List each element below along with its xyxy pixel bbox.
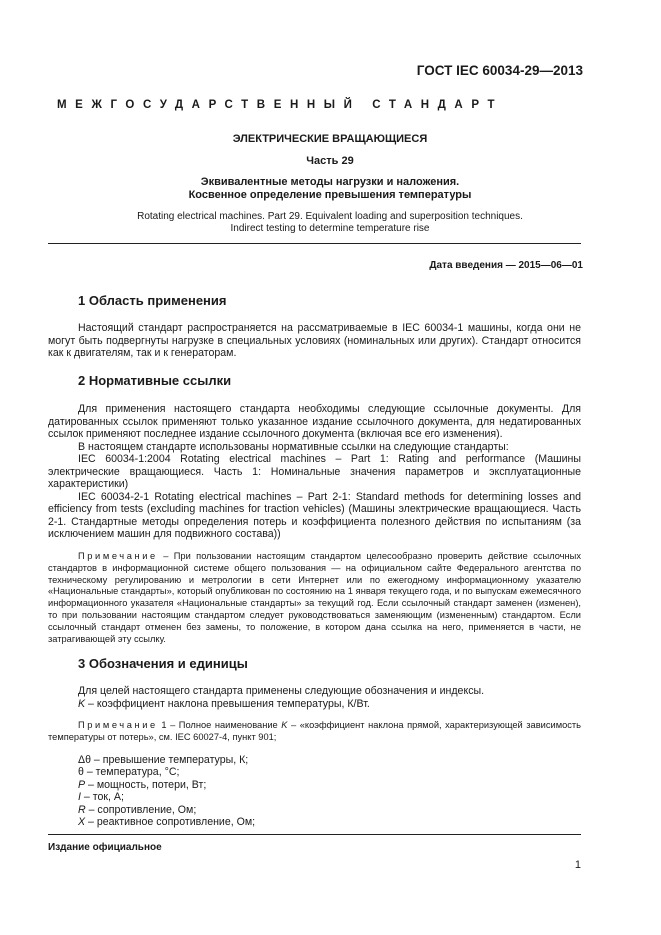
symbol-item <box>78 766 255 778</box>
section-3-paragraph-1-text: Для целей настоящего стандарта применены следующие обозначения и индексы. <box>78 685 485 697</box>
symbol-k-definition: – коэффициент наклона превышения температуры, К/Вт. <box>85 697 370 710</box>
section-2-note <box>48 551 581 645</box>
section-3-note-symbol-k: K <box>281 720 288 730</box>
symbol-list <box>78 754 255 828</box>
symbol-name: Δθ <box>78 754 91 766</box>
section-2-paragraph-1-text: Для применения настоящего стандарта необходимы следующие ссылочные документы. Для датированных ссылок применяют только указанное издание ссылочного документа, для недатированных ссылок применяют последнее издание ссылочного документа (включая все его изменения). <box>48 403 581 440</box>
symbol-definition: – реактивное сопротивление, Ом; <box>85 816 256 829</box>
section-2-paragraph-1 <box>48 403 581 441</box>
section-3-note-text-a: 1 – Полное наименование <box>157 720 282 730</box>
symbol-name: X <box>78 816 86 829</box>
section-2-paragraph-2 <box>48 441 581 454</box>
section-2-note-text: – При пользовании настоящим стандартом целесообразно проверить действие ссылочных стандартов в информационной системе общего пользования — на официальном сайте Федерального агентства по техническому регулированию и метрологии в сети Интернет или по ежегодному информационному указателю «Национальные стандарты», который опубликован по состоянию на 1 января текущего года, и по выпускам ежемесячного информационного указателя «Национальные стандарты» за текущий год. Если ссылочный стандарт заменен (изменен), то при пользовании настоящим стандартом следует руководствоваться заменяющим (измененным) стандартом. Если ссылочный стандарт отменен без замены, то положение, в котором дана ссылка на него, применяется в части, не затрагивающей эту ссылку. <box>48 551 581 644</box>
interstate-standard-label: МЕЖГОСУДАРСТВЕННЫЙ СТАНДАРТ <box>57 99 504 111</box>
section-3-intro <box>48 685 581 710</box>
edition-label: Издание официальное <box>48 842 162 853</box>
symbol-item <box>78 816 255 828</box>
symbol-name: R <box>78 803 86 816</box>
standard-number: ГОСТ IEC 60034-29—2013 <box>416 63 583 78</box>
page-number: 1 <box>574 859 581 871</box>
symbol-name: I <box>78 791 81 804</box>
section-3-note-text-b: – «коэффициент наклона прямой, характеризующей зависимость температуры от потерь», см. IEC 60027-4, пункт 901; <box>48 720 582 742</box>
title-english-line1: Rotating electrical machines. Part 29. Equivalent loading and superposition techniques. <box>137 211 523 222</box>
footer-divider <box>48 834 581 835</box>
section-1-text-content: Настоящий стандарт распространяется на рассматриваемые в IEC 60034-1 машины, когда они не могут быть подвергнуты нагрузке в специальных условиях (номинальных или других). Стандарт относится как к двигателям, так и к генераторам. <box>48 322 581 359</box>
title-subtitle-line2: Косвенное определение превышения температуры <box>188 189 472 201</box>
section-2-reference-1-text: IEC 60034-1:2004 Rotating electrical machines – Part 1: Rating and performance (Машины электрические вращающиеся. Часть 1: Номинальные значения параметров и эксплуатационные характеристики) <box>48 453 581 490</box>
symbol-definition: – ток, А; <box>80 791 124 804</box>
symbol-definition: – сопротивление, Ом; <box>85 803 197 816</box>
section-2-body <box>48 403 581 541</box>
section-1-text <box>48 322 581 360</box>
symbol-item <box>78 804 255 816</box>
section-2-paragraph-2-text: В настоящем стандарте использованы нормативные ссылки на следующие стандарты: <box>78 440 509 453</box>
symbol-name: P <box>78 778 86 791</box>
symbol-definition: – превышение температуры, К; <box>90 754 249 766</box>
title-subtitle-line1: Эквивалентные методы нагрузки и наложения. <box>200 176 460 188</box>
section-2-reference-2-text: IEC 60034-2-1 Rotating electrical machines – Part 2-1: Standard methods for determining losses and efficiency from tests (excluding machines for traction vehicles) (Машины электрические вращающиеся. Часть 2-1. Стандартные методы определения потерь и коэффициента полезного действия по испытаниям (за исключением машин для подвижного состава)) <box>48 490 581 540</box>
section-2-note-label: Примечание <box>78 551 158 561</box>
symbol-item <box>78 754 255 766</box>
section-2-reference-1 <box>48 453 581 491</box>
title-main: ЭЛЕКТРИЧЕСКИЕ ВРАЩАЮЩИЕСЯ <box>232 133 428 145</box>
section-3-k-definition <box>48 698 581 711</box>
section-2-reference-2 <box>48 491 581 541</box>
symbol-k: K <box>78 697 86 710</box>
symbol-definition: – температура, °С; <box>83 766 180 779</box>
symbol-name: θ <box>78 766 84 779</box>
section-2-heading: 2 Нормативные ссылки <box>78 373 232 388</box>
intro-date: Дата введения — 2015—06—01 <box>429 260 583 271</box>
section-3-paragraph-1 <box>48 685 581 698</box>
section-3-heading: 3 Обозначения и единицы <box>78 656 248 671</box>
title-part: Часть 29 <box>306 155 354 167</box>
title-divider <box>48 243 581 244</box>
symbol-item <box>78 779 255 791</box>
section-3-note-label: Примечание <box>78 720 158 730</box>
section-3-note <box>48 720 581 744</box>
section-1-heading: 1 Область применения <box>78 293 227 308</box>
title-english-line2: Indirect testing to determine temperature rise <box>230 223 430 234</box>
symbol-definition: – мощность, потери, Вт; <box>85 778 207 791</box>
symbol-item <box>78 791 255 803</box>
